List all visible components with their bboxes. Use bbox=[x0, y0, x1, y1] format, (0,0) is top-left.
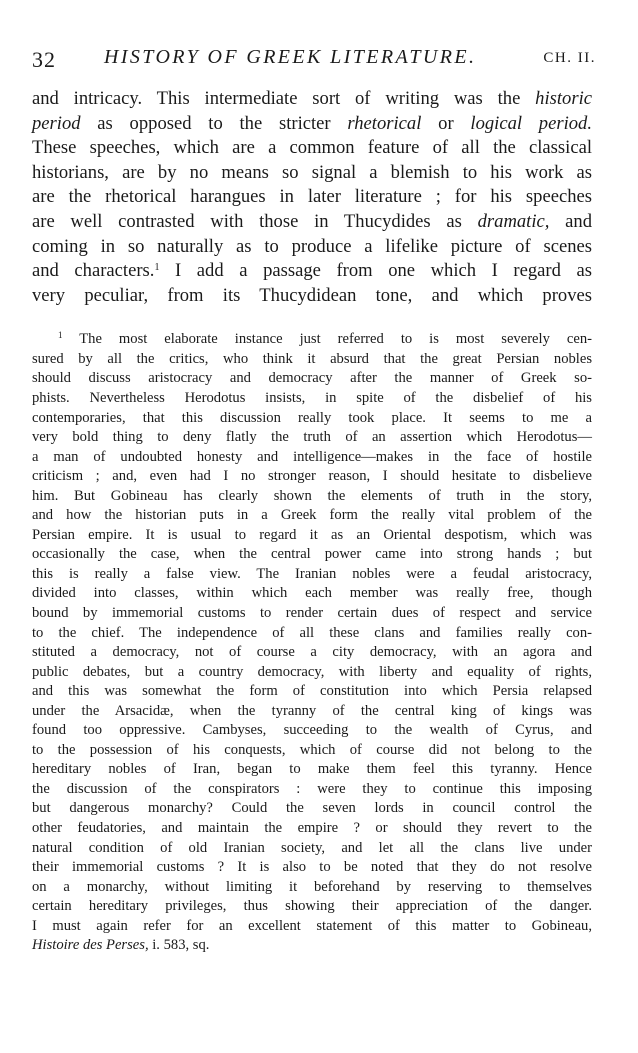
footnote-line bbox=[32, 878, 592, 898]
footnote-line bbox=[32, 702, 592, 722]
running-head bbox=[32, 40, 596, 80]
footnote-line bbox=[32, 819, 592, 839]
footnote-text-run: should discuss aristocracy and democracy after the manner of Greek so- bbox=[32, 370, 592, 387]
footnote-line bbox=[32, 565, 592, 585]
footnote-line bbox=[32, 643, 592, 663]
footnote-line bbox=[32, 682, 592, 702]
footnote-line bbox=[32, 487, 592, 507]
footnote-line bbox=[32, 897, 592, 917]
footnote-text-run: Persian empire. It is usual to regard it as an Oriental despotism, which was bbox=[32, 526, 592, 543]
italic-term: rhetorical bbox=[347, 112, 422, 134]
footnote-line bbox=[32, 467, 592, 487]
body-line bbox=[32, 210, 592, 235]
body-text-run: These speeches, which are a common feature of all the classical bbox=[32, 137, 592, 159]
footnote-line bbox=[32, 741, 592, 761]
italic-term: period bbox=[32, 112, 81, 134]
footnote-line bbox=[32, 721, 592, 741]
footnote-text-run: him. But Gobineau has clearly shown the elements of truth in the story, bbox=[32, 487, 592, 504]
body-text-run: are the rhetorical harangues in later literature ; for his speeches bbox=[32, 186, 592, 208]
body-text-run: and characters. bbox=[32, 260, 155, 282]
footnote-text-run: under the Arsacidæ, when the tyranny of the central king of kings was bbox=[32, 702, 592, 719]
body-line bbox=[32, 284, 592, 309]
footnote-text-run: stituted a democracy, not of course a city democracy, with an agora and bbox=[32, 644, 592, 661]
body-line bbox=[32, 185, 592, 210]
footnote-text-run: hereditary nobles of Iran, began to make them feel this tyranny. Hence bbox=[32, 761, 592, 778]
footnote-text-run: a man of undoubted honesty and intelligence—makes in the face of hostile bbox=[32, 448, 592, 465]
footnote-line bbox=[32, 389, 592, 409]
footnote-text-run: and how the historian puts in a Greek form the really vital problem of the bbox=[32, 507, 592, 524]
citation-reference: i. 583, sq. bbox=[148, 937, 210, 954]
body-text-run: very peculiar, from its Thucydidean tone, and which proves bbox=[32, 284, 592, 306]
footnote-line bbox=[32, 858, 592, 878]
footnote-text-run: divided into classes, within which each member was really free, though bbox=[32, 585, 592, 602]
body-text-run: I add a passage from one which I regard as bbox=[159, 260, 592, 282]
body-line bbox=[32, 161, 592, 186]
footnote-text-run: and this was somewhat the form of constitution into which Persia relapsed bbox=[32, 683, 592, 700]
footnote-line bbox=[32, 799, 592, 819]
footnote-text-run: criticism ; and, even had I no stronger reason, I should hesitate to disbelieve bbox=[32, 468, 592, 485]
page-number: 32 bbox=[32, 47, 56, 72]
body-paragraph bbox=[32, 87, 592, 308]
footnote-text-run: contemporaries, that this discussion really took place. It seems to me a bbox=[32, 409, 592, 426]
book-page bbox=[32, 40, 596, 956]
footnote-line bbox=[32, 604, 592, 624]
body-text-run: historians, are by no means so signal a blemish to his work as bbox=[32, 161, 592, 183]
footnote-line bbox=[32, 350, 592, 370]
footnote-text-run: phists. Nevertheless Herodotus insists, in spite of the disbelief of his bbox=[32, 389, 592, 406]
body-text-run: as opposed to the stricter bbox=[80, 112, 348, 134]
body-line bbox=[32, 136, 592, 161]
footnote-line bbox=[32, 428, 592, 448]
italic-term: dramatic, bbox=[477, 210, 550, 232]
chapter-label: CH. II. bbox=[543, 50, 596, 66]
footnote-text-run: their immemorial customs ? It is also to be noted that they do not resolve bbox=[32, 859, 592, 876]
footnote-line bbox=[32, 506, 592, 526]
footnote-line bbox=[32, 839, 592, 859]
footnote-text-run: found too oppressive. Cambyses, succeeding to the wealth of Cyrus, and bbox=[32, 722, 592, 739]
footnote-line bbox=[32, 917, 592, 937]
footnote-text-run: natural condition of old Iranian society, and let all the clans live under bbox=[32, 839, 592, 856]
cited-work-title: Histoire des Perses, bbox=[32, 937, 149, 954]
italic-term: logical period. bbox=[470, 112, 592, 134]
footnote-line bbox=[32, 526, 592, 546]
footnote-line bbox=[32, 330, 592, 350]
footnote bbox=[32, 330, 592, 956]
footnote-text-run: certain hereditary privileges, thus showing their appreciation of the danger. bbox=[32, 898, 592, 915]
footnote-line bbox=[32, 760, 592, 780]
footnote-text-run: sured by all the critics, who think it absurd that the great Persian nobles bbox=[32, 350, 592, 367]
footnote-line bbox=[32, 780, 592, 800]
body-line bbox=[32, 259, 592, 284]
running-title: HISTORY OF GREEK LITERATURE. bbox=[104, 46, 477, 68]
footnote-text-run: I must again refer for an excellent statement of this matter to Gobineau, bbox=[32, 917, 592, 934]
footnote-marker: 1 bbox=[58, 330, 63, 341]
footnote-text-run: bound by immemorial customs to render certain dues of respect and service bbox=[32, 605, 592, 621]
body-text-run: are well contrasted with those in Thucydides as bbox=[32, 210, 478, 232]
body-text-run: and intricacy. This intermediate sort of writing was the bbox=[32, 88, 536, 109]
footnote-text-run: but dangerous monarchy? Could the seven lords in council control the bbox=[32, 800, 592, 817]
footnote-line bbox=[32, 624, 592, 644]
body-line bbox=[32, 112, 592, 137]
footnote-text-run: this is really a false view. The Iranian nobles were a feudal aristocracy, bbox=[32, 565, 592, 582]
footnote-text-run: very bold thing to deny flatly the truth of an assertion which Herodotus— bbox=[32, 429, 592, 446]
footnote-text-run: to the possession of his conquests, which of course did not belong to the bbox=[32, 741, 592, 758]
body-text-run: coming in so naturally as to produce a lifelike picture of scenes bbox=[32, 235, 592, 257]
footnote-text-run: on a monarchy, without limiting it beforehand by reserving to themselves bbox=[32, 878, 592, 895]
body-text-run: or bbox=[421, 112, 471, 134]
footnote-text-run: the discussion of the conspirators : were they to continue this imposing bbox=[32, 780, 592, 797]
footnote-reference: 1 bbox=[154, 262, 160, 274]
footnote-line bbox=[32, 584, 592, 604]
footnote-text-run: public debates, but a country democracy, with liberty and equality of rights, bbox=[32, 663, 592, 680]
body-text-run: and bbox=[549, 210, 592, 232]
footnote-text-run: to the chief. The independence of all these clans and families really con- bbox=[32, 624, 592, 641]
body-line bbox=[32, 87, 592, 112]
italic-term: historic bbox=[535, 88, 592, 109]
footnote-text-run: other feudatories, and maintain the empire ? or should they revert to the bbox=[32, 820, 592, 837]
footnote-line bbox=[32, 409, 592, 429]
footnote-line bbox=[32, 369, 592, 389]
footnote-text-run: The most elaborate instance just referred to is most severely cen- bbox=[62, 331, 592, 348]
footnote-separator bbox=[32, 308, 592, 330]
footnote-text-run: occasionally the case, when the central power came into strong hands ; but bbox=[32, 546, 592, 563]
footnote-line bbox=[32, 545, 592, 565]
footnote-line bbox=[32, 448, 592, 468]
footnote-citation bbox=[32, 936, 592, 956]
footnote-line bbox=[32, 663, 592, 683]
body-line bbox=[32, 235, 592, 260]
